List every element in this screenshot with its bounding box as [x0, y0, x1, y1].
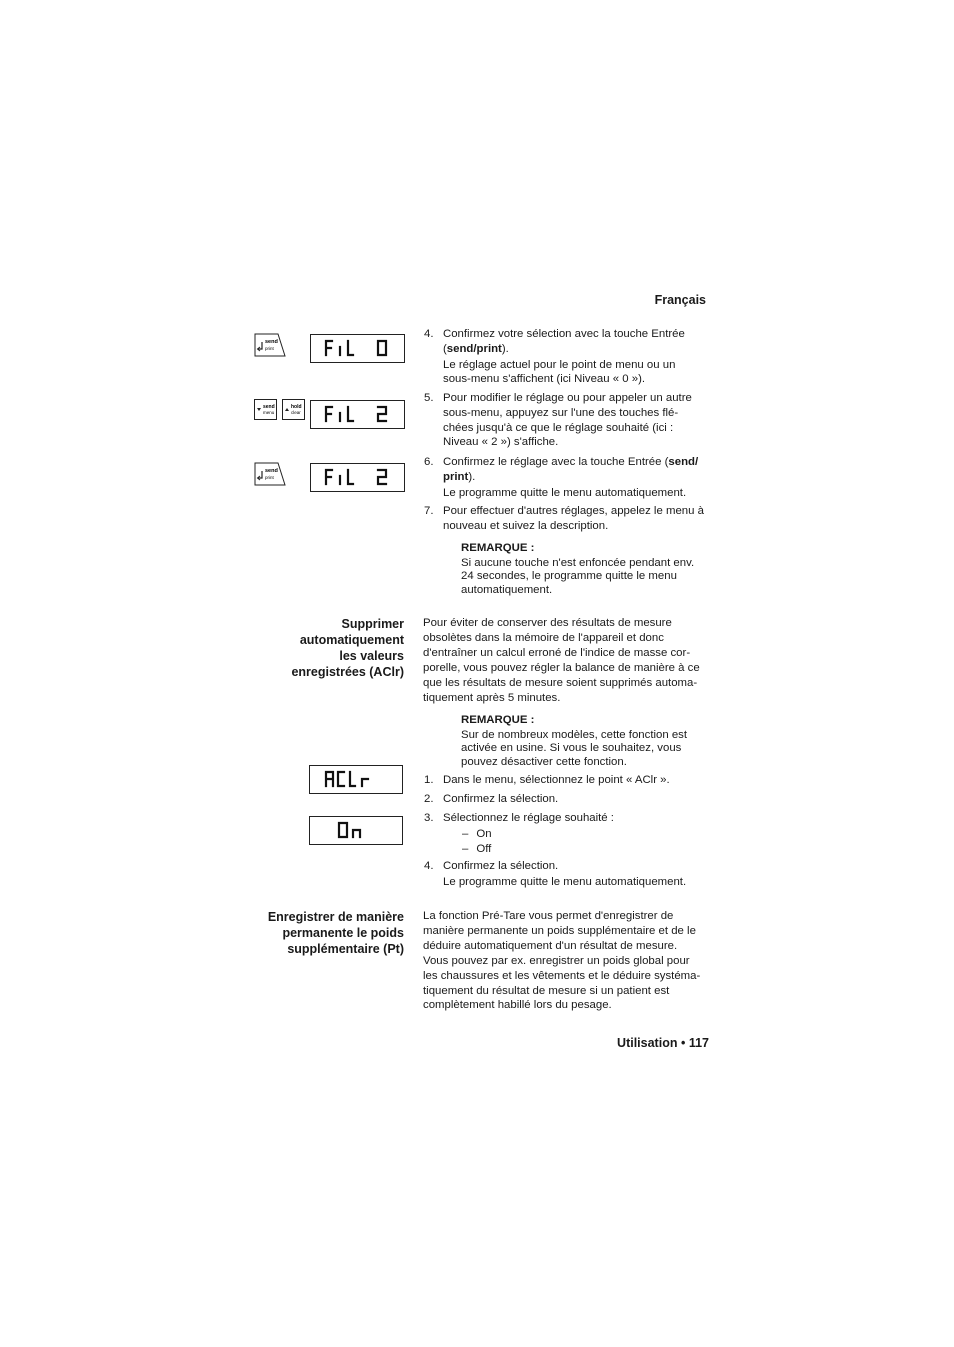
svg-text:hold: hold — [291, 404, 302, 410]
footer-section: Utilisation — [617, 1036, 678, 1050]
step-5-text: Pour modifier le réglage ou pour appeler un autre sous-menu, appuyez sur l'une des touches flé- chées jusqu'à ce que le réglage souhaité (ici : Niveau « 2 ») s'affiche. — [443, 392, 692, 449]
section-heading-aclr: Supprimer automatiquement les valeurs enregistrées (AClr) — [291, 617, 404, 679]
step-7-text: Pour effectuer d'autres réglages, appelez le menu à nouveau et suivez la description. — [443, 505, 704, 532]
svg-text:print: print — [265, 346, 274, 351]
menu-down-key-icon — [254, 399, 278, 426]
step-number: 3. — [424, 812, 434, 824]
aclr-step-2: Confirmez la sélection. — [443, 793, 559, 805]
svg-text:print: print — [265, 475, 274, 480]
display-fil-0 — [310, 334, 405, 363]
svg-text:send: send — [265, 468, 278, 474]
page-number: 117 — [688, 1036, 709, 1050]
step-number: 6. — [424, 456, 434, 468]
footer-separator: • — [680, 1036, 686, 1050]
display-fil-2 — [310, 400, 405, 429]
display-aclr — [309, 765, 403, 794]
display-fil-2-confirm — [310, 463, 405, 492]
aclr-step-1: Dans le menu, sélectionnez le point « AClr ». — [443, 774, 670, 786]
send-print-key-icon — [254, 333, 286, 362]
section-heading-pt: Enregistrer de manière permanente le poids supplémentaire (Pt) — [267, 910, 404, 956]
step-number: 5. — [424, 392, 434, 404]
svg-text:send: send — [265, 339, 278, 345]
step-4-text: Confirmez votre sélection avec la touche Entrée (send/print). Le réglage actuel pour le point de menu ou un sous-menu s'affichent (ici Niveau « 0 »). — [443, 328, 685, 386]
svg-text:clear: clear — [291, 410, 301, 415]
svg-text:send: send — [263, 404, 275, 410]
step-number: 2. — [424, 793, 434, 805]
step-6-text: Confirmez le réglage avec la touche Entrée (send/ print). Le programme quitte le menu automatiquement. — [443, 456, 699, 499]
step-number: 1. — [424, 774, 434, 786]
aclr-description: Pour éviter de conserver des résultats de mesure obsolètes dans la mémoire de l'appareil et donc d'entraîner un calcul erroné de l'indice de masse cor- porelle, vous pouvez régler la balance de manière à ce que les résultats de mesure soient supprimés automa- tiquement après 5 minutes. — [423, 617, 700, 704]
display-on — [309, 816, 403, 845]
pt-description: La fonction Pré-Tare vous permet d'enregistrer de manière permanente un poids supplémentaire et de le déduire automatiquement d'un résultat de mesure. Vous pouvez par ex. enregistrer un poids global pour les chaussures et les vêtements et le déduire systéma- tiquement du résultat de mesure si un patient est complètement habillé lors du pesage. — [423, 910, 701, 1012]
option-off: – Off — [462, 843, 492, 855]
aclr-step-3: Sélectionnez le réglage souhaité : — [443, 812, 614, 824]
send-print-key-icon — [254, 462, 286, 491]
note-factory-setting: REMARQUE : Sur de nombreux modèles, cette fonction est activée en usine. Si vous le souhaitez, vous pouvez désactiver cette fonction. — [461, 714, 688, 768]
aclr-step-4: Confirmez la sélection. Le programme quitte le menu automatiquement. — [443, 860, 687, 888]
option-on: – On — [462, 828, 492, 840]
page-footer — [617, 1036, 709, 1050]
language-label: Français — [654, 293, 706, 307]
svg-text:menu: menu — [263, 410, 275, 415]
note-timeout: REMARQUE : Si aucune touche n'est enfoncée pendant env. 24 secondes, le programme quitte le menu automatiquement. — [461, 542, 695, 596]
hold-up-key-icon — [282, 399, 306, 426]
step-number: 4. — [424, 328, 434, 340]
step-number: 4. — [424, 860, 434, 872]
step-number: 7. — [424, 505, 434, 517]
